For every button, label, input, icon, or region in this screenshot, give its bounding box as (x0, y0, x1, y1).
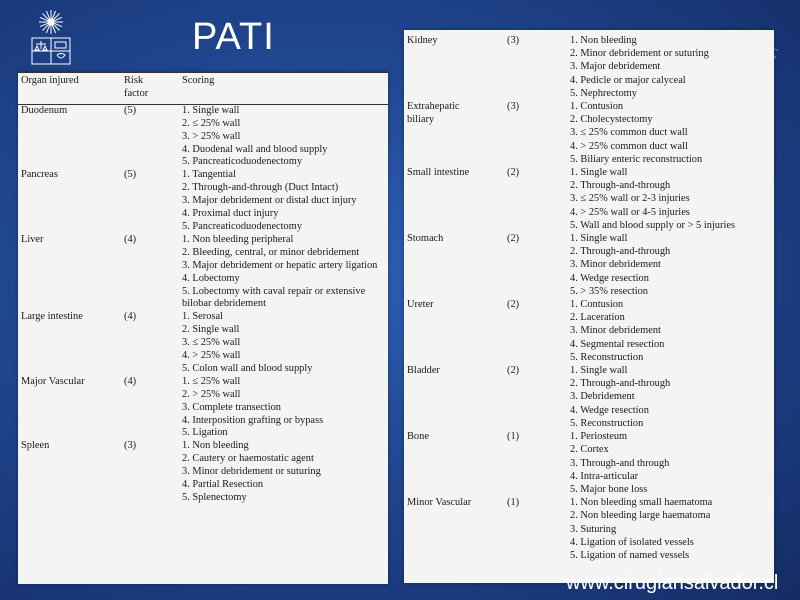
table-row (18, 376, 388, 441)
scoring-item: 3. Minor debridement (570, 259, 661, 271)
scoring-item: 4. Partial Resection (182, 479, 264, 491)
scoring-item: 1. Tangential (182, 169, 236, 181)
website-url: www.cirugiansalvador.cl (566, 572, 779, 594)
scoring-item: 1. Serosal (182, 311, 223, 323)
scoring-item: 5. Major bone loss (570, 483, 648, 495)
university-seal-logo (26, 8, 76, 68)
risk-factor: (3) (507, 101, 520, 113)
scoring-item: 4. Lobectomy (182, 272, 240, 284)
scoring-item: 4. Intra-articular (570, 470, 639, 482)
scoring-item: 1. Contusion (570, 101, 624, 113)
risk-factor: (2) (507, 233, 520, 245)
scoring-item: 4. Interposition grafting or bypass (182, 414, 324, 426)
scoring-item: 1. ≤ 25% wall (182, 375, 241, 387)
risk-factor: (4) (124, 375, 137, 387)
scoring-item: 1. Non bleeding peripheral (182, 233, 294, 245)
scoring-item: 3. Minor debridement or suturing (182, 466, 321, 478)
scoring-list (179, 234, 388, 311)
scoring-item: 4. > 25% wall or 4-5 injuries (570, 206, 690, 218)
scoring-item: 2. Cortex (570, 444, 609, 456)
table-row (404, 100, 774, 166)
scoring-item: 1. Non bleeding (570, 35, 637, 46)
scoring-item: 1. Single wall (570, 233, 628, 245)
scoring-item: 2. Minor debridement or suturing (570, 48, 709, 60)
scoring-item: 1. Periosteum (570, 431, 628, 443)
header-organ-injured: Organ injured (18, 73, 121, 105)
risk-factor: (2) (507, 299, 520, 311)
organ-name: Large intestine (21, 311, 83, 323)
scoring-item: 3. Major debridement or distal duct injury (182, 195, 357, 207)
risk-factor: (4) (124, 311, 137, 323)
scoring-list (567, 298, 774, 364)
organ-name: Stomach (407, 233, 444, 245)
scoring-item: 3. Major debridement (570, 61, 661, 73)
scoring-item: 1. Non bleeding small haematoma (570, 497, 713, 509)
table-row (404, 364, 774, 430)
scoring-item: 3. ≤ 25% common duct wall (570, 127, 688, 139)
scoring-item: 5. Ligation of named vessels (570, 549, 690, 561)
scoring-list (179, 376, 388, 441)
scoring-item: 1. Contusion (570, 299, 624, 311)
organ-name: Ureter (407, 299, 434, 311)
organ-name: Major Vascular (21, 375, 85, 387)
table-row (404, 298, 774, 364)
scoring-item: 4. Ligation of isolated vessels (570, 536, 694, 548)
scoring-item: 5. Wall and blood supply or > 5 injuries (570, 219, 736, 231)
organ-name: Bladder (407, 365, 440, 377)
scoring-item: 3. Debridement (570, 391, 635, 403)
scoring-item: 4. Wedge resection (570, 272, 649, 284)
header-scoring: Scoring (179, 73, 388, 105)
header-risk-factor: Risk factor (121, 73, 179, 105)
scoring-item: 3. Through-and through (570, 457, 670, 469)
scoring-item: 2. Non bleeding large haematoma (570, 510, 711, 522)
scoring-item: 4. > 25% common duct wall (570, 140, 688, 152)
scoring-list (179, 311, 388, 376)
risk-factor: (3) (507, 35, 520, 46)
scoring-item: 5. Splenectomy (182, 492, 247, 503)
table-row (404, 34, 774, 100)
scoring-list (567, 364, 774, 430)
risk-factor: (5) (124, 169, 137, 181)
scoring-item: 3. Minor debridement (570, 325, 661, 337)
organ-name: Liver (21, 233, 44, 245)
scoring-item: 2. Through-and-through (570, 378, 671, 390)
scoring-item: 2. Laceration (570, 312, 625, 324)
table-row (404, 496, 774, 562)
scoring-item: 4. Pedicle or major calyceal (570, 74, 686, 86)
table-row (18, 104, 388, 169)
organ-name: Duodenum (21, 104, 68, 116)
scoring-item: 1. Single wall (570, 365, 628, 377)
organ-name: Spleen (21, 440, 50, 452)
scoring-item: 2. Through-and-through (570, 180, 671, 192)
scoring-item: 3. ≤ 25% wall (182, 337, 241, 349)
scoring-item: 1. Single wall (570, 167, 628, 179)
risk-factor: (4) (124, 233, 137, 245)
scoring-list (567, 430, 774, 496)
risk-factor: (1) (507, 431, 520, 443)
pati-table-left (18, 72, 388, 584)
scoring-list (567, 100, 774, 166)
scoring-list (567, 496, 774, 562)
scoring-item: 5. Pancreaticoduodenectomy (182, 220, 303, 232)
organ-name: Pancreas (21, 169, 58, 181)
scoring-item: 4. > 25% wall (182, 350, 241, 362)
scoring-item: 3. ≤ 25% wall or 2-3 injuries (570, 193, 690, 205)
scoring-item: 3. Suturing (570, 523, 617, 535)
scoring-item: 2. Cholecystectomy (570, 114, 653, 126)
table-row (404, 166, 774, 232)
scoring-item: 4. Wedge resection (570, 404, 649, 416)
scoring-item: 2. Through-and-through (Duct Intact) (182, 182, 339, 194)
scoring-item: 5. Pancreaticoduodenectomy (182, 156, 303, 168)
pati-table-right (404, 30, 774, 583)
organ-name: Bone (407, 431, 429, 443)
table-row (18, 311, 388, 376)
scoring-item: 3. Complete transection (182, 401, 281, 413)
table-row (404, 232, 774, 298)
scoring-list (567, 166, 774, 232)
scoring-item: 5. Nephrectomy (570, 87, 637, 99)
scoring-item: 5. Reconstruction (570, 351, 644, 363)
scoring-item: 2. Single wall (182, 324, 240, 336)
scoring-item: 1. Non bleeding (182, 440, 249, 452)
scoring-list (179, 169, 388, 234)
scoring-item: 1. Single wall (182, 104, 240, 116)
page-title: PATI (192, 16, 275, 58)
organ-name: Small intestine (407, 167, 470, 179)
scoring-item: 2. Through-and-through (570, 246, 671, 258)
risk-factor: (2) (507, 167, 520, 179)
scoring-item: 5. Lobectomy with caval repair or extensive bilobar debridement (182, 285, 366, 310)
scoring-item: 4. Proximal duct injury (182, 208, 279, 220)
scoring-item: 2. Bleeding, central, or minor debridement (182, 246, 360, 258)
scoring-item: 4. Duodenal wall and blood supply (182, 143, 328, 155)
scoring-item: 2. ≤ 25% wall (182, 117, 241, 129)
scoring-list (179, 104, 388, 169)
scoring-item: 3. Major debridement or hepatic artery ligation (182, 259, 378, 271)
scoring-item: 5. Colon wall and blood supply (182, 362, 313, 374)
scoring-list (567, 232, 774, 298)
risk-factor: (2) (507, 365, 520, 377)
organ-name: Extrahepatic biliary (407, 101, 460, 126)
scoring-item: 5. Biliary enteric reconstruction (570, 153, 703, 165)
organ-name: Kidney (407, 35, 438, 46)
scoring-list (179, 440, 388, 505)
scoring-item: 2. Cautery or haemostatic agent (182, 453, 314, 465)
risk-factor: (3) (124, 440, 137, 452)
scoring-list (567, 34, 774, 100)
scoring-item: 5. Reconstruction (570, 417, 644, 429)
table-row (404, 430, 774, 496)
scoring-item: 3. > 25% wall (182, 130, 241, 142)
scoring-item: 5. > 35% resection (570, 285, 648, 297)
scoring-item: 4. Segmental resection (570, 338, 665, 350)
risk-factor: (1) (507, 497, 520, 509)
table-row (18, 234, 388, 311)
risk-factor: (5) (124, 104, 137, 116)
scoring-item: 5. Ligation (182, 427, 228, 439)
organ-name: Minor Vascular (407, 497, 472, 509)
table-row (18, 169, 388, 234)
table-row (18, 440, 388, 505)
scoring-item: 2. > 25% wall (182, 388, 241, 400)
